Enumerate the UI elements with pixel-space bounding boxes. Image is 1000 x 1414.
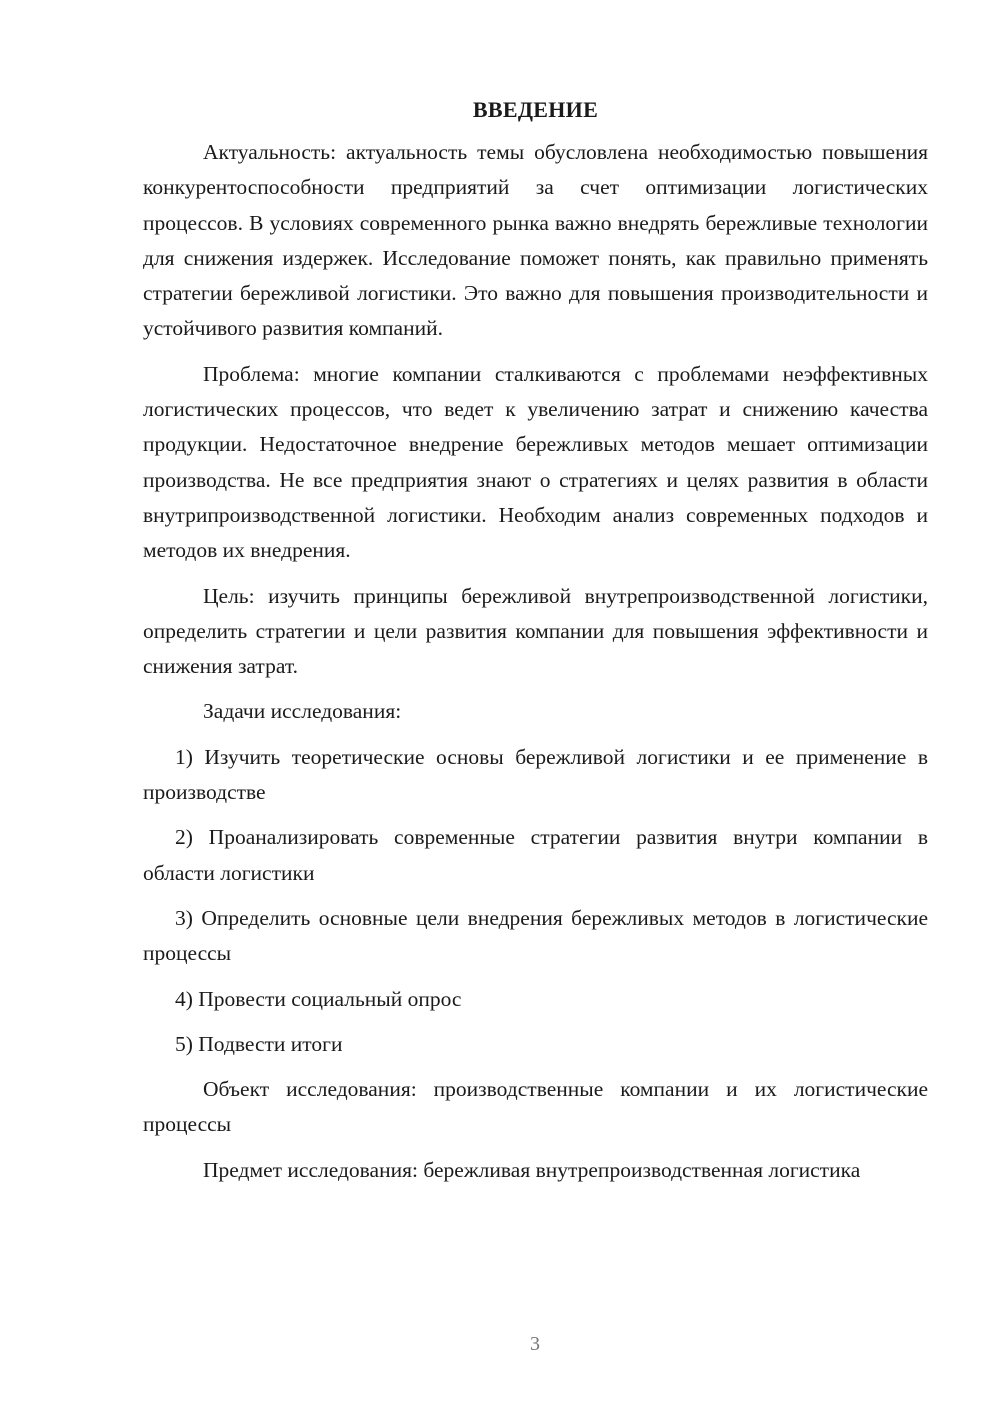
task-item: 2) Проанализировать современные стратегии развития внутри компании в области логистики <box>143 825 928 885</box>
task-item: 1) Изучить теоретические основы бережливой логистики и ее применение в производстве <box>143 744 928 805</box>
task-item: 4) Провести социальный опрос <box>175 986 462 1011</box>
task-item: 3) Определить основные цели внедрения бережливых методов в логистические процессы <box>143 905 928 966</box>
task-item: 5) Подвести итоги <box>175 1031 343 1056</box>
page-number: 3 <box>530 1333 540 1355</box>
object-paragraph: Объект исследования: производственные компании и их логистические процессы <box>143 1077 928 1137</box>
relevance-paragraph: Актуальность: актуальность темы обусловлена необходимостью повышения конкурентоспособности предприятий за счет оптимизации логистических процессов. В условиях современного рынка важно внедрять бережливые технологии для снижения издержек. Исследование поможет понять, как правильно применять стратегии бережливой логистики. Это важно для повышения производительности и устойчивого развития компаний. <box>143 140 928 341</box>
problem-paragraph: Проблема: многие компании сталкиваются с проблемами неэффективных логистических процессов, что ведет к увеличению затрат и снижению качества продукции. Недостаточное внедрение бережливых методов мешает оптимизации производства. Не все предприятия знают о стратегиях и целях развития в области внутрипроизводственной логистики. Необходим анализ современных подходов и методов их внедрения. <box>143 361 928 563</box>
subject-paragraph: Предмет исследования: бережливая внутрепроизводственная логистика <box>203 1157 861 1182</box>
tasks-heading: Задачи исследования: <box>203 699 402 724</box>
page-content <box>143 95 928 1198</box>
tasks-list <box>143 740 928 1062</box>
goal-paragraph: Цель: изучить принципы бережливой внутрепроизводственной логистики, определить стратегии и цели развития компании для повышения эффективности и снижения затрат. <box>143 583 928 679</box>
page-title: ВВЕДЕНИЕ <box>472 97 599 122</box>
